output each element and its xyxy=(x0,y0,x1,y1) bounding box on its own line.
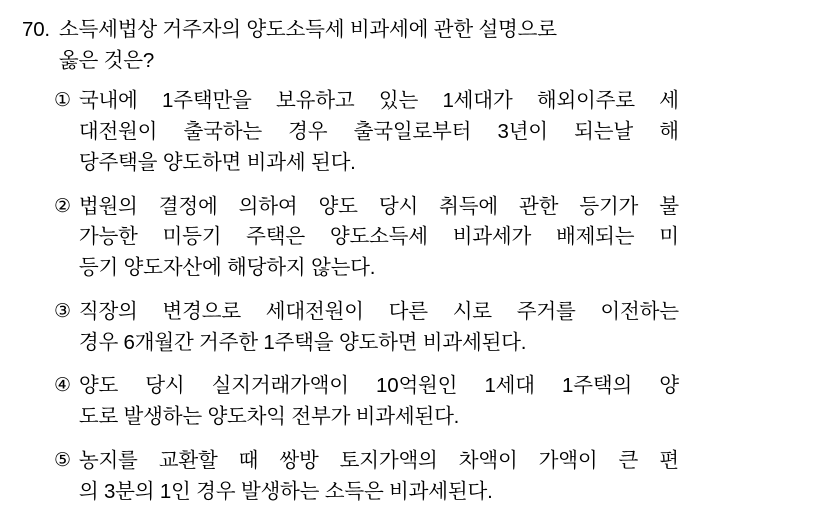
choice-line: 양도 당시 실지거래가액이 10억원인 1세대 1주택의 양 xyxy=(78,374,679,398)
choice-option-2[interactable] xyxy=(54,192,804,284)
choice-text-3 xyxy=(79,297,679,359)
choice-marker-3: ③ xyxy=(54,300,71,322)
choice-option-4[interactable] xyxy=(54,371,804,433)
choice-line: 법원의 결정에 의하여 양도 당시 취득에 관한 등기가 불 xyxy=(78,194,679,218)
choice-line: 경우 6개월간 거주한 1주택을 양도하면 비과세된다. xyxy=(78,330,527,354)
choice-line: 당주택을 양도하면 비과세 된다. xyxy=(78,150,356,174)
choice-line: 도로 발생하는 양도차익 전부가 비과세된다. xyxy=(78,405,460,429)
choice-line: 대전원이 출국하는 경우 출국일로부터 3년이 되는날 해 xyxy=(78,120,679,144)
choice-marker-5: ⑤ xyxy=(54,449,71,471)
choice-option-1[interactable] xyxy=(54,86,804,178)
choice-marker-1: ① xyxy=(54,90,71,112)
choice-line: 가능한 미등기 주택은 양도소득세 비과세가 배제되는 미 xyxy=(78,225,679,249)
question-block xyxy=(22,14,804,76)
choice-line: 등기 양도자산에 해당하지 않는다. xyxy=(78,256,376,280)
question-line: 옳은 것은? xyxy=(58,49,155,73)
choice-marker-4: ④ xyxy=(54,375,71,397)
question-line: 소득세법상 거주자의 양도소득세 비과세에 관한 설명으로 xyxy=(58,18,557,41)
choice-text-1 xyxy=(79,86,679,178)
choice-line: 농지를 교환할 때 쌍방 토지가액의 차액이 가액이 큰 편 xyxy=(78,448,679,472)
choice-text-2 xyxy=(79,192,679,284)
question-number: 70. xyxy=(22,18,50,41)
choice-option-3[interactable] xyxy=(54,297,804,359)
choice-line: 의 3분의 1인 경우 발생하는 소득은 비과세된다. xyxy=(78,479,493,503)
choice-line: 국내에 1주택만을 보유하고 있는 1세대가 해외이주로 세 xyxy=(78,89,679,113)
choice-marker-2: ② xyxy=(54,195,71,217)
choice-text-4 xyxy=(79,371,679,433)
choice-list xyxy=(22,86,804,507)
question-text xyxy=(59,14,684,76)
choice-line: 직장의 변경으로 세대전원이 다른 시로 주거를 이전하는 xyxy=(78,299,679,323)
choice-option-5[interactable] xyxy=(54,446,804,507)
choice-text-5 xyxy=(79,446,679,507)
